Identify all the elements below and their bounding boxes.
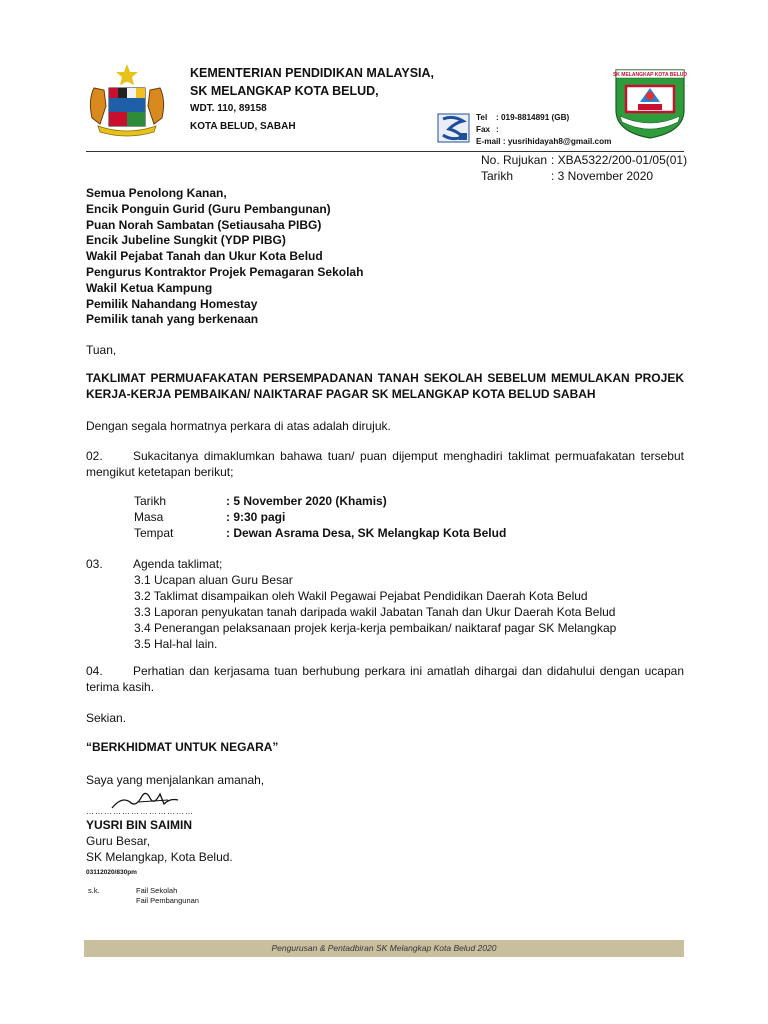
document-code: 03112020/830pm [86, 869, 137, 876]
school-logo-text: SK MELANGKAP KOTA BELUD [612, 72, 688, 79]
ref-value: : XBA5322/200-01/05(01) [551, 153, 688, 167]
email-line: E-mail : yusrihidayah8@gmail.com [476, 137, 612, 146]
signer-name: YUSRI BIN SAIMIN [86, 818, 193, 832]
closing: Sekian. [86, 711, 127, 725]
paragraph-number: 02. [86, 449, 103, 463]
recipient-item: Encik Jubeline Sungkit (YDP PIBG) [86, 233, 286, 248]
motto: “BERKHIDMAT UNTUK NEGARA” [86, 740, 279, 754]
tel-label: Tel [476, 113, 488, 122]
ministry-name: KEMENTERIAN PENDIDIKAN MALAYSIA, [190, 66, 435, 80]
trust-line: Saya yang menjalankan amanah, [86, 773, 265, 787]
date-label: Tarikh [481, 169, 514, 183]
fax-label: Fax [476, 125, 491, 134]
agenda-item: 3.2 Taklimat disampaikan oleh Wakil Pegawai Pejabat Pendidikan Daerah Kota Belud [134, 589, 588, 603]
paragraph-03 [86, 556, 222, 572]
event-place: : Dewan Asrama Desa, SK Melangkap Kota Belud [226, 526, 507, 540]
event-date: : 5 November 2020 (Khamis) [226, 494, 387, 508]
cc-block [88, 886, 199, 906]
school-logo [612, 66, 688, 140]
recipient-item: Encik Ponguin Gurid (Guru Pembangunan) [86, 201, 331, 216]
cc-item: Fail Pembangunan [136, 896, 199, 905]
signature-line: ……………………………… [86, 807, 194, 816]
tel-value: : 019-8814891 (GB) [496, 113, 570, 122]
reference-block [481, 152, 687, 184]
event-time: : 9:30 pagi [226, 510, 286, 524]
fax-value: : [496, 125, 499, 134]
intro-paragraph: Dengan segala hormatnya perkara di atas adalah dirujuk. [86, 419, 391, 433]
recipient-item: Wakil Ketua Kampung [86, 280, 213, 295]
recipient-list [86, 186, 363, 328]
school-name: SK MELANGKAP KOTA BELUD, [190, 84, 379, 98]
paragraph-04 [86, 663, 684, 695]
recipient-item: Pengurus Kontraktor Projek Pemagaran Sekolah [86, 264, 364, 279]
event-details [134, 493, 506, 541]
agenda-item: 3.4 Penerangan pelaksanaan projek kerja-kerja pembaikan/ naiktaraf pagar SK Melangkap [134, 621, 617, 635]
agenda-item: 3.5 Hal-hal lain. [134, 637, 218, 651]
recipient-item: Pemilik tanah yang berkenaan [86, 312, 259, 327]
event-place-label: Tempat [134, 526, 174, 540]
paragraph-02 [86, 448, 684, 480]
ref-label: No. Rujukan [481, 153, 548, 167]
ministry-emblem-icon [437, 113, 470, 143]
event-date-label: Tarikh [134, 494, 167, 508]
recipient-item: Semua Penolong Kanan, [86, 186, 227, 200]
cc-label: s.k. [88, 886, 100, 895]
salutation: Tuan, [86, 343, 117, 357]
page-footer: Pengurusan & Pentadbiran SK Melangkap Kota Belud 2020 [84, 940, 684, 957]
agenda-item: 3.1 Ucapan aluan Guru Besar [134, 573, 293, 587]
contact-block [476, 112, 611, 148]
agenda-item: 3.3 Laporan penyukatan tanah daripada wakil Jabatan Tanah dan Ukur Daerah Kota Belud [134, 605, 616, 619]
coat-of-arms-logo [84, 62, 170, 138]
recipient-item: Pemilik Nahandang Homestay [86, 296, 258, 311]
paragraph-number: 03. [86, 557, 103, 571]
signer-org: SK Melangkap, Kota Belud. [86, 850, 233, 864]
recipient-item: Wakil Pejabat Tanah dan Ukur Kota Belud [86, 249, 323, 264]
agenda-list [134, 572, 616, 652]
signer-title: Guru Besar, [86, 834, 151, 848]
address-line-1: WDT. 110, 89158 [190, 103, 267, 114]
letterhead [190, 64, 434, 136]
paragraph-02-text: Sukacitanya dimaklumkan bahawa tuan/ puan dijemput menghadiri taklimat permuafakatan tersebut mengikut ketetapan berikut; [86, 449, 684, 479]
agenda-title: Agenda taklimat; [133, 557, 223, 571]
date-value: : 3 November 2020 [551, 169, 654, 183]
event-time-label: Masa [134, 510, 164, 524]
recipient-item: Puan Norah Sambatan (Setiausaha PIBG) [86, 217, 322, 232]
signer-block [86, 817, 233, 881]
cc-item: Fail Sekolah [136, 886, 178, 895]
address-line-2: KOTA BELUD, SABAH [190, 121, 296, 132]
paragraph-04-text: Perhatian dan kerjasama tuan berhubung perkara ini amatlah dihargai dan didahului dengan ucapan terima kasih. [86, 664, 684, 694]
paragraph-number: 04. [86, 664, 103, 678]
subject-heading: TAKLIMAT PERMUAFAKATAN PERSEMPADANAN TANAH SEKOLAH SEBELUM MEMULAKAN PROJEK KERJA-KERJA PEMBAIKAN/ NAIKTARAF PAGAR SK MELANGKAP KOTA BELUD SABAH [86, 371, 684, 401]
